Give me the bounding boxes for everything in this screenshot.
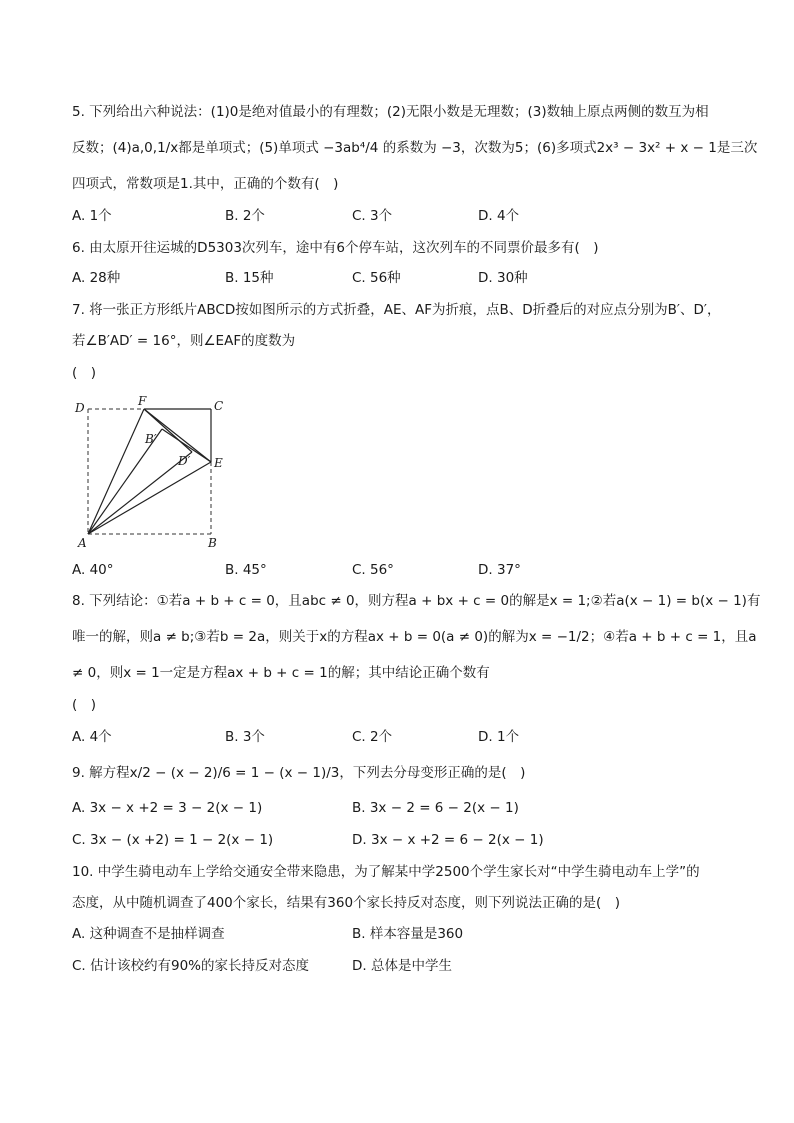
q10-option-d[interactable]: D. 总体是中学生: [352, 958, 452, 974]
q8-line-2: 唯一的解，则a ≠ b;③若b = 2a，则关于x的方程ax + b = 0(a ≠ 0)的解为x = −1/2；④若a + b + c = 1，且a: [72, 629, 757, 645]
q8-option-a[interactable]: A. 4个: [72, 729, 112, 745]
q6-options: [72, 268, 732, 288]
q7-option-b[interactable]: B. 45°: [225, 562, 267, 578]
q8-line-4: ( ): [72, 697, 97, 713]
q8-line-3: ≠ 0，则x = 1一定是方程ax + b + c = 1的解；其中结论正确个数有: [72, 665, 490, 681]
folded-square-figure: [72, 396, 242, 556]
q7-option-a[interactable]: A. 40°: [72, 562, 114, 578]
figure-svg: [72, 396, 242, 552]
q9-option-a[interactable]: A. 3x − x +2 = 3 − 2(x − 1): [72, 800, 263, 816]
label-d: D: [75, 401, 85, 415]
q8-option-c[interactable]: C. 2个: [352, 729, 393, 745]
q5-option-d[interactable]: D. 4个: [478, 208, 520, 224]
label-d-prime: D′: [178, 454, 191, 468]
q7-line-2: 若∠B′AD′ = 16°，则∠EAF的度数为: [72, 333, 296, 349]
q6-option-c[interactable]: C. 56种: [352, 270, 401, 286]
q8-option-d[interactable]: D. 1个: [478, 729, 520, 745]
q9-option-c[interactable]: C. 3x − (x +2) = 1 − 2(x − 1): [72, 832, 274, 848]
q5-option-b[interactable]: B. 2个: [225, 208, 265, 224]
q8-options: [72, 727, 732, 747]
q6-option-b[interactable]: B. 15种: [225, 270, 274, 286]
label-c: C: [214, 399, 224, 413]
q5-option-c[interactable]: C. 3个: [352, 208, 393, 224]
q10-options-row-1: [72, 924, 732, 944]
fold-ae: [88, 462, 211, 534]
q9-option-d[interactable]: D. 3x − x +2 = 6 − 2(x − 1): [352, 832, 544, 848]
q9-options-row-2: [72, 830, 732, 850]
q6-option-a[interactable]: A. 28种: [72, 270, 121, 286]
q7-option-d[interactable]: D. 37°: [478, 562, 521, 578]
label-f: F: [138, 396, 147, 408]
q9-option-b[interactable]: B. 3x − 2 = 6 − 2(x − 1): [352, 800, 519, 816]
label-b-prime: B′: [145, 432, 157, 446]
q7-line-3: ( ): [72, 365, 97, 381]
q5-line-1: 5. 下列给出六种说法：(1)0是绝对值最小的有理数；(2)无限小数是无理数；(3)数轴上原点两侧的数互为相: [72, 104, 709, 120]
q9-line-1: 9. 解方程x/2 − (x − 2)/6 = 1 − (x − 1)/3，下列去分母变形正确的是( ): [72, 765, 526, 781]
q10-options-row-2: [72, 956, 732, 976]
q7-line-1: 7. 将一张正方形纸片ABCD按如图所示的方式折叠，AE、AF为折痕，点B、D折叠后的对应点分别为B′、D′，: [72, 302, 721, 318]
label-b: B: [208, 536, 217, 550]
label-a: A: [78, 536, 87, 550]
q8-line-1: 8. 下列结论：①若a + b + c = 0，且abc ≠ 0，则方程a + bx + c = 0的解是x = 1;②若a(x − 1) = b(x − 1)有: [72, 593, 761, 609]
q7-option-c[interactable]: C. 56°: [352, 562, 394, 578]
q10-option-a[interactable]: A. 这种调查不是抽样调查: [72, 926, 225, 942]
q7-options: [72, 560, 732, 580]
q5-options: [72, 206, 732, 226]
fold-af: [88, 409, 144, 534]
edge-ad-prime: [88, 452, 192, 534]
q5-line-2: 反数；(4)a,0,1/x都是单项式；(5)单项式 −3ab⁴/4 的系数为 −3，次数为5；(6)多项式2x³ − 3x² + x − 1是三次: [72, 140, 758, 156]
q10-option-c[interactable]: C. 估计该校约有90%的家长持反对态度: [72, 958, 310, 974]
q9-options-row-1: [72, 798, 732, 818]
q6-line-1: 6. 由太原开往运城的D5303次列车，途中有6个停车站，这次列车的不同票价最多有( ): [72, 240, 599, 256]
q10-line-1: 10. 中学生骑电动车上学给交通安全带来隐患，为了解某中学2500个学生家长对“中学生骑电动车上学”的: [72, 864, 700, 880]
q10-option-b[interactable]: B. 样本容量是360: [352, 926, 464, 942]
label-e: E: [214, 456, 223, 470]
q5-line-3: 四项式，常数项是1.其中，正确的个数有( ): [72, 176, 339, 192]
q10-line-2: 态度，从中随机调查了400个家长，结果有360个家长持反对态度，则下列说法正确的是( ): [72, 895, 621, 911]
q8-option-b[interactable]: B. 3个: [225, 729, 265, 745]
q6-option-d[interactable]: D. 30种: [478, 270, 528, 286]
q5-option-a[interactable]: A. 1个: [72, 208, 112, 224]
